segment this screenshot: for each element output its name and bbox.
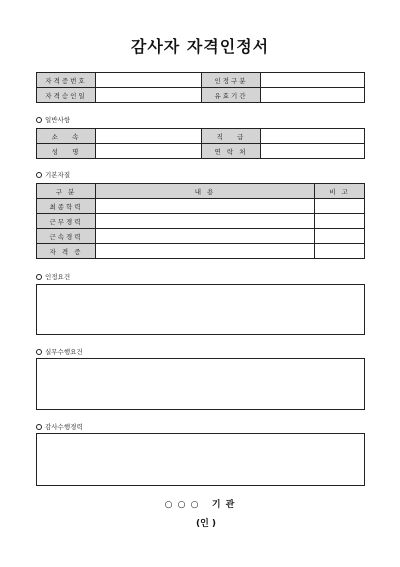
practice-heading-text: 실무수행요건 [45, 348, 83, 356]
basic-section-heading [36, 170, 70, 179]
recognition-requirements-box[interactable] [36, 284, 365, 335]
document-title: 감사자 자격인정서 [130, 37, 270, 56]
position-field[interactable] [261, 129, 365, 144]
table-row [37, 244, 365, 259]
practice-requirements-box[interactable] [36, 358, 365, 410]
circle-bullet-icon [36, 172, 42, 178]
general-section-heading [36, 115, 70, 124]
validity-period-label: 유효기간 [202, 88, 261, 103]
recognition-type-label: 인정구분 [202, 73, 261, 88]
work-experience-field[interactable] [96, 214, 315, 229]
certificates-label: 자 격 증 [37, 244, 96, 259]
education-label: 최종학력 [37, 199, 96, 214]
affiliation-field[interactable] [96, 129, 202, 144]
certificates-remarks-field[interactable] [315, 244, 365, 259]
service-years-remarks-field[interactable] [315, 229, 365, 244]
recognition-type-field[interactable] [261, 73, 365, 88]
work-experience-remarks-field[interactable] [315, 214, 365, 229]
seal-mark: (인 ) [195, 519, 217, 529]
work-experience-label: 근무경력 [37, 214, 96, 229]
audit-section-heading [36, 422, 83, 431]
audit-experience-box[interactable] [36, 433, 365, 486]
education-remarks-field[interactable] [315, 199, 365, 214]
practice-section-heading [36, 347, 83, 356]
circle-bullet-icon [36, 424, 42, 430]
recognition-heading-text: 인정요건 [45, 273, 71, 281]
table-row [37, 229, 365, 244]
general-heading-text: 일반사항 [45, 116, 71, 124]
service-years-field[interactable] [96, 229, 315, 244]
certificates-field[interactable] [96, 244, 315, 259]
content-header: 내 용 [96, 184, 315, 199]
circle-bullet-icon [36, 274, 42, 280]
approval-date-label: 자격승인일 [37, 88, 96, 103]
validity-period-field[interactable] [261, 88, 365, 103]
name-label: 성 명 [37, 144, 96, 159]
basic-heading-text: 기본자질 [45, 171, 71, 179]
basic-qualifications-table [36, 183, 365, 259]
general-info-table [36, 128, 365, 159]
certificate-info-table [36, 72, 365, 103]
service-years-label: 근속경력 [37, 229, 96, 244]
approval-date-field[interactable] [96, 88, 202, 103]
circle-bullet-icon [36, 349, 42, 355]
name-field[interactable] [96, 144, 202, 159]
circle-bullet-icon [36, 117, 42, 123]
contact-label: 연 락 처 [202, 144, 261, 159]
recognition-section-heading [36, 272, 70, 281]
position-label: 직 급 [202, 129, 261, 144]
table-row [37, 199, 365, 214]
contact-field[interactable] [261, 144, 365, 159]
affiliation-label: 소 속 [37, 129, 96, 144]
cert-number-field[interactable] [96, 73, 202, 88]
audit-heading-text: 감사수행경력 [45, 423, 83, 431]
issuing-organization: ○ ○ ○ 기 관 [164, 500, 236, 510]
category-header: 구 분 [37, 184, 96, 199]
remarks-header: 비 고 [315, 184, 365, 199]
education-field[interactable] [96, 199, 315, 214]
table-row [37, 214, 365, 229]
cert-number-label: 자격증번호 [37, 73, 96, 88]
